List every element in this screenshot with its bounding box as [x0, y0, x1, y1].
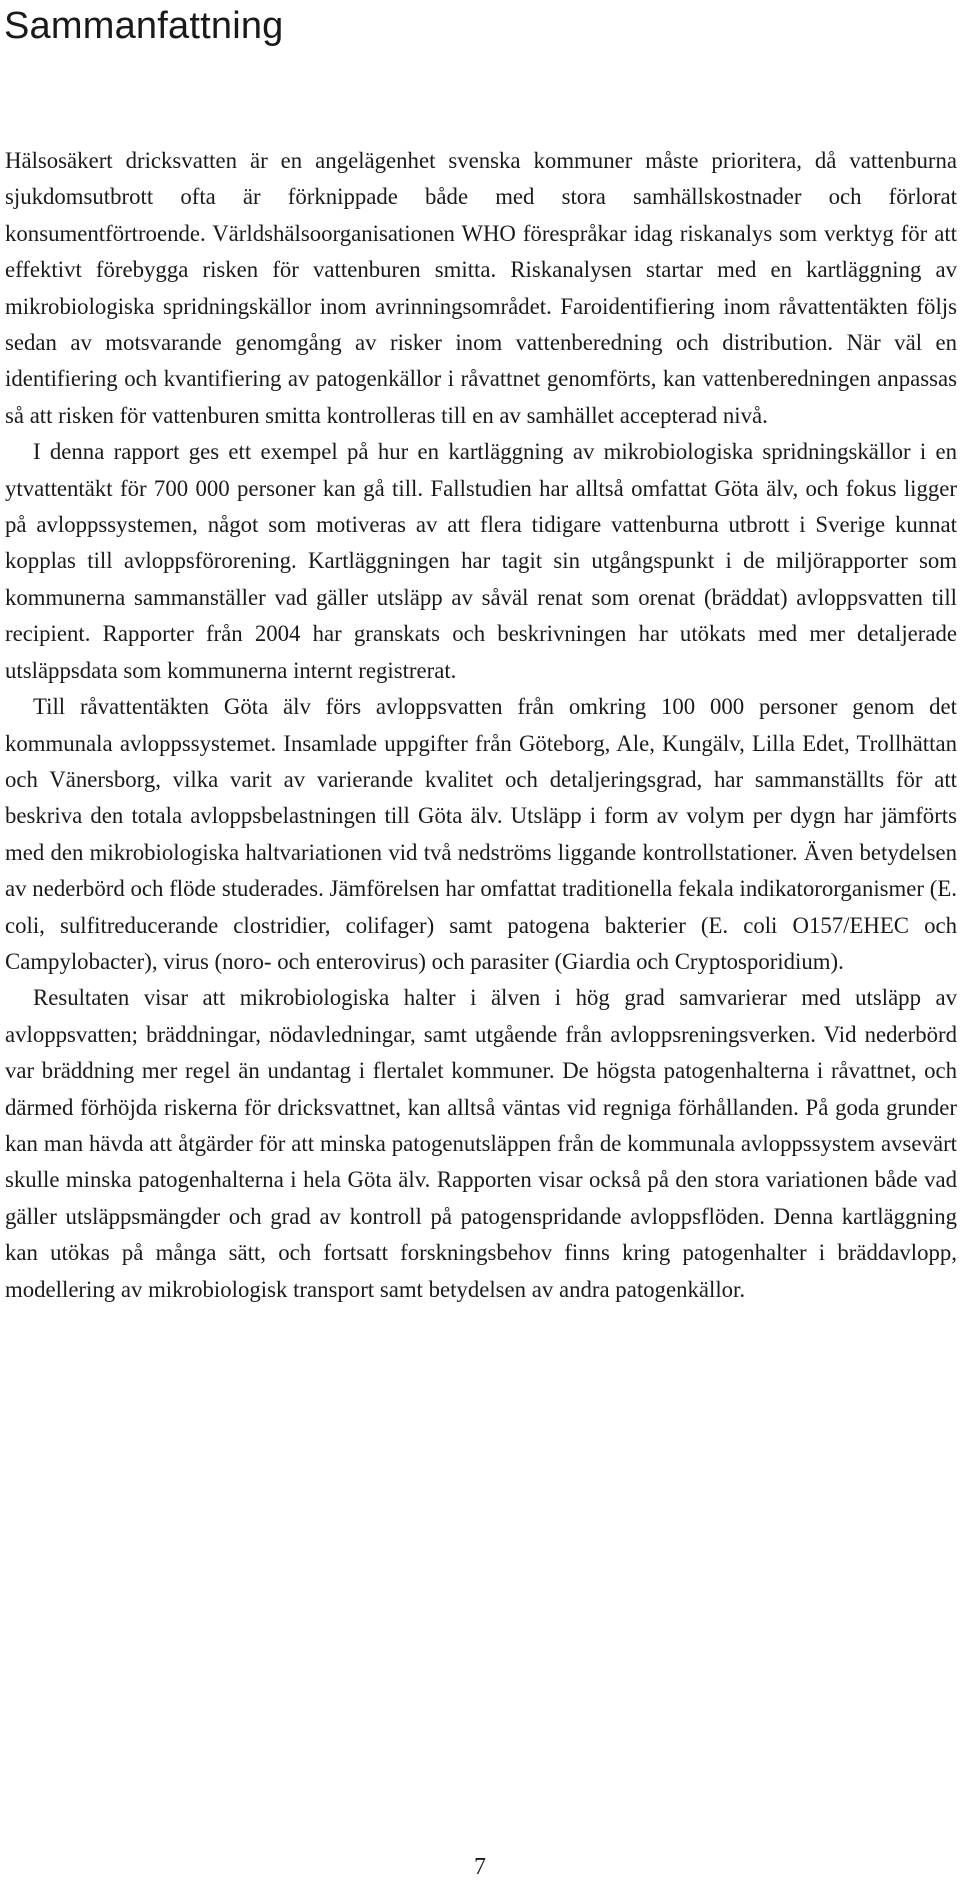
page-title: Sammanfattning [4, 5, 284, 47]
page-number: 7 [474, 1854, 486, 1880]
paragraph: Till råvattentäkten Göta älv förs avloppsvatten från omkring 100 000 personer genom det kommunala avloppssystemet. Insamlade uppgifter från Göteborg, Ale, Kungälv, Lilla Edet, Trollhättan och Vänersborg, vilka varit av varierande kvalitet och detaljeringsgrad, har sammanställts för att beskriva den totala avloppsbelastningen till Göta älv. Utsläpp i form av volym per dygn har jämförts med den mikrobiologiska haltvariationen vid två nedströms liggande kontrollstationer. Även betydelsen av nederbörd och flöde studerades. Jämförelsen har omfattat traditionella fekala indikatororganismer (E. coli, sulfitreducerande clostridier, colifager) samt patogena bakterier (E. coli O157/EHEC och Campylobacter), virus (noro- och enterovirus) och parasiter (Giardia och Cryptosporidium). [5, 694, 957, 974]
paragraph: Resultaten visar att mikrobiologiska halter i älven i hög grad samvarierar med utsläpp av avloppsvatten; bräddningar, nödavledningar, samt utgående från avloppsreningsverken. Vid nederbörd var bräddning mer regel än undantag i flertalet kommuner. De högsta patogenhalterna i råvattnet, och därmed förhöjda riskerna för dricksvattnet, kan alltså väntas vid regniga förhållanden. På goda grunder kan man hävda att åtgärder för att minska patogenutsläppen från de kommunala avloppssystem avsevärt skulle minska patogenhalterna i hela Göta älv. Rapporten visar också på den stora variationen både vad gäller utsläppsmängder och grad av kontroll på patogenspridande avloppsflöden. Denna kartläggning kan utökas på många sätt, och fortsatt forskningsbehov finns kring patogenhalter i bräddavlopp, modellering av mikrobiologisk transport samt betydelsen av andra patogenkällor. [5, 985, 957, 1302]
paragraph: Hälsosäkert dricksvatten är en angelägenhet svenska kommuner måste prioritera, då vattenburna sjukdomsutbrott ofta är förknippade både med stora samhällskostnader och förlorat konsumentförtroende. Världshälsoorganisationen WHO förespråkar idag riskanalys som verktyg för att effektivt förebygga risken för vattenburen smitta. Riskanalysen startar med en kartläggning av mikrobiologiska spridningskällor inom avrinningsområdet. Faroidentifiering inom råvattentäkten följs sedan av motsvarande genomgång av risker inom vattenberedning och distribution. När väl en identifiering och kvantifiering av patogenkällor i råvattnet genomförts, kan vattenberedningen anpassas så att risken för vattenburen smitta kontrolleras till en av samhället accepterad nivå. [5, 148, 957, 428]
paragraph: I denna rapport ges ett exempel på hur en kartläggning av mikrobiologiska spridningskällor i en ytvattentäkt för 700 000 personer kan gå till. Fallstudien har alltså omfattat Göta älv, och fokus ligger på avloppssystemen, något som motiveras av att flera tidigare vattenburna utbrott i Sverige kunnat kopplas till avloppsförorening. Kartläggningen har tagit sin utgångspunkt i de miljörapporter som kommunerna sammanställer vad gäller utsläpp av såväl renat som orenat (bräddat) avloppsvatten till recipient. Rapporter från 2004 har granskats och beskrivningen har utökats med mer detaljerade utsläppsdata som kommunerna internt registrerat. [5, 439, 957, 683]
summary-body [5, 143, 957, 1308]
